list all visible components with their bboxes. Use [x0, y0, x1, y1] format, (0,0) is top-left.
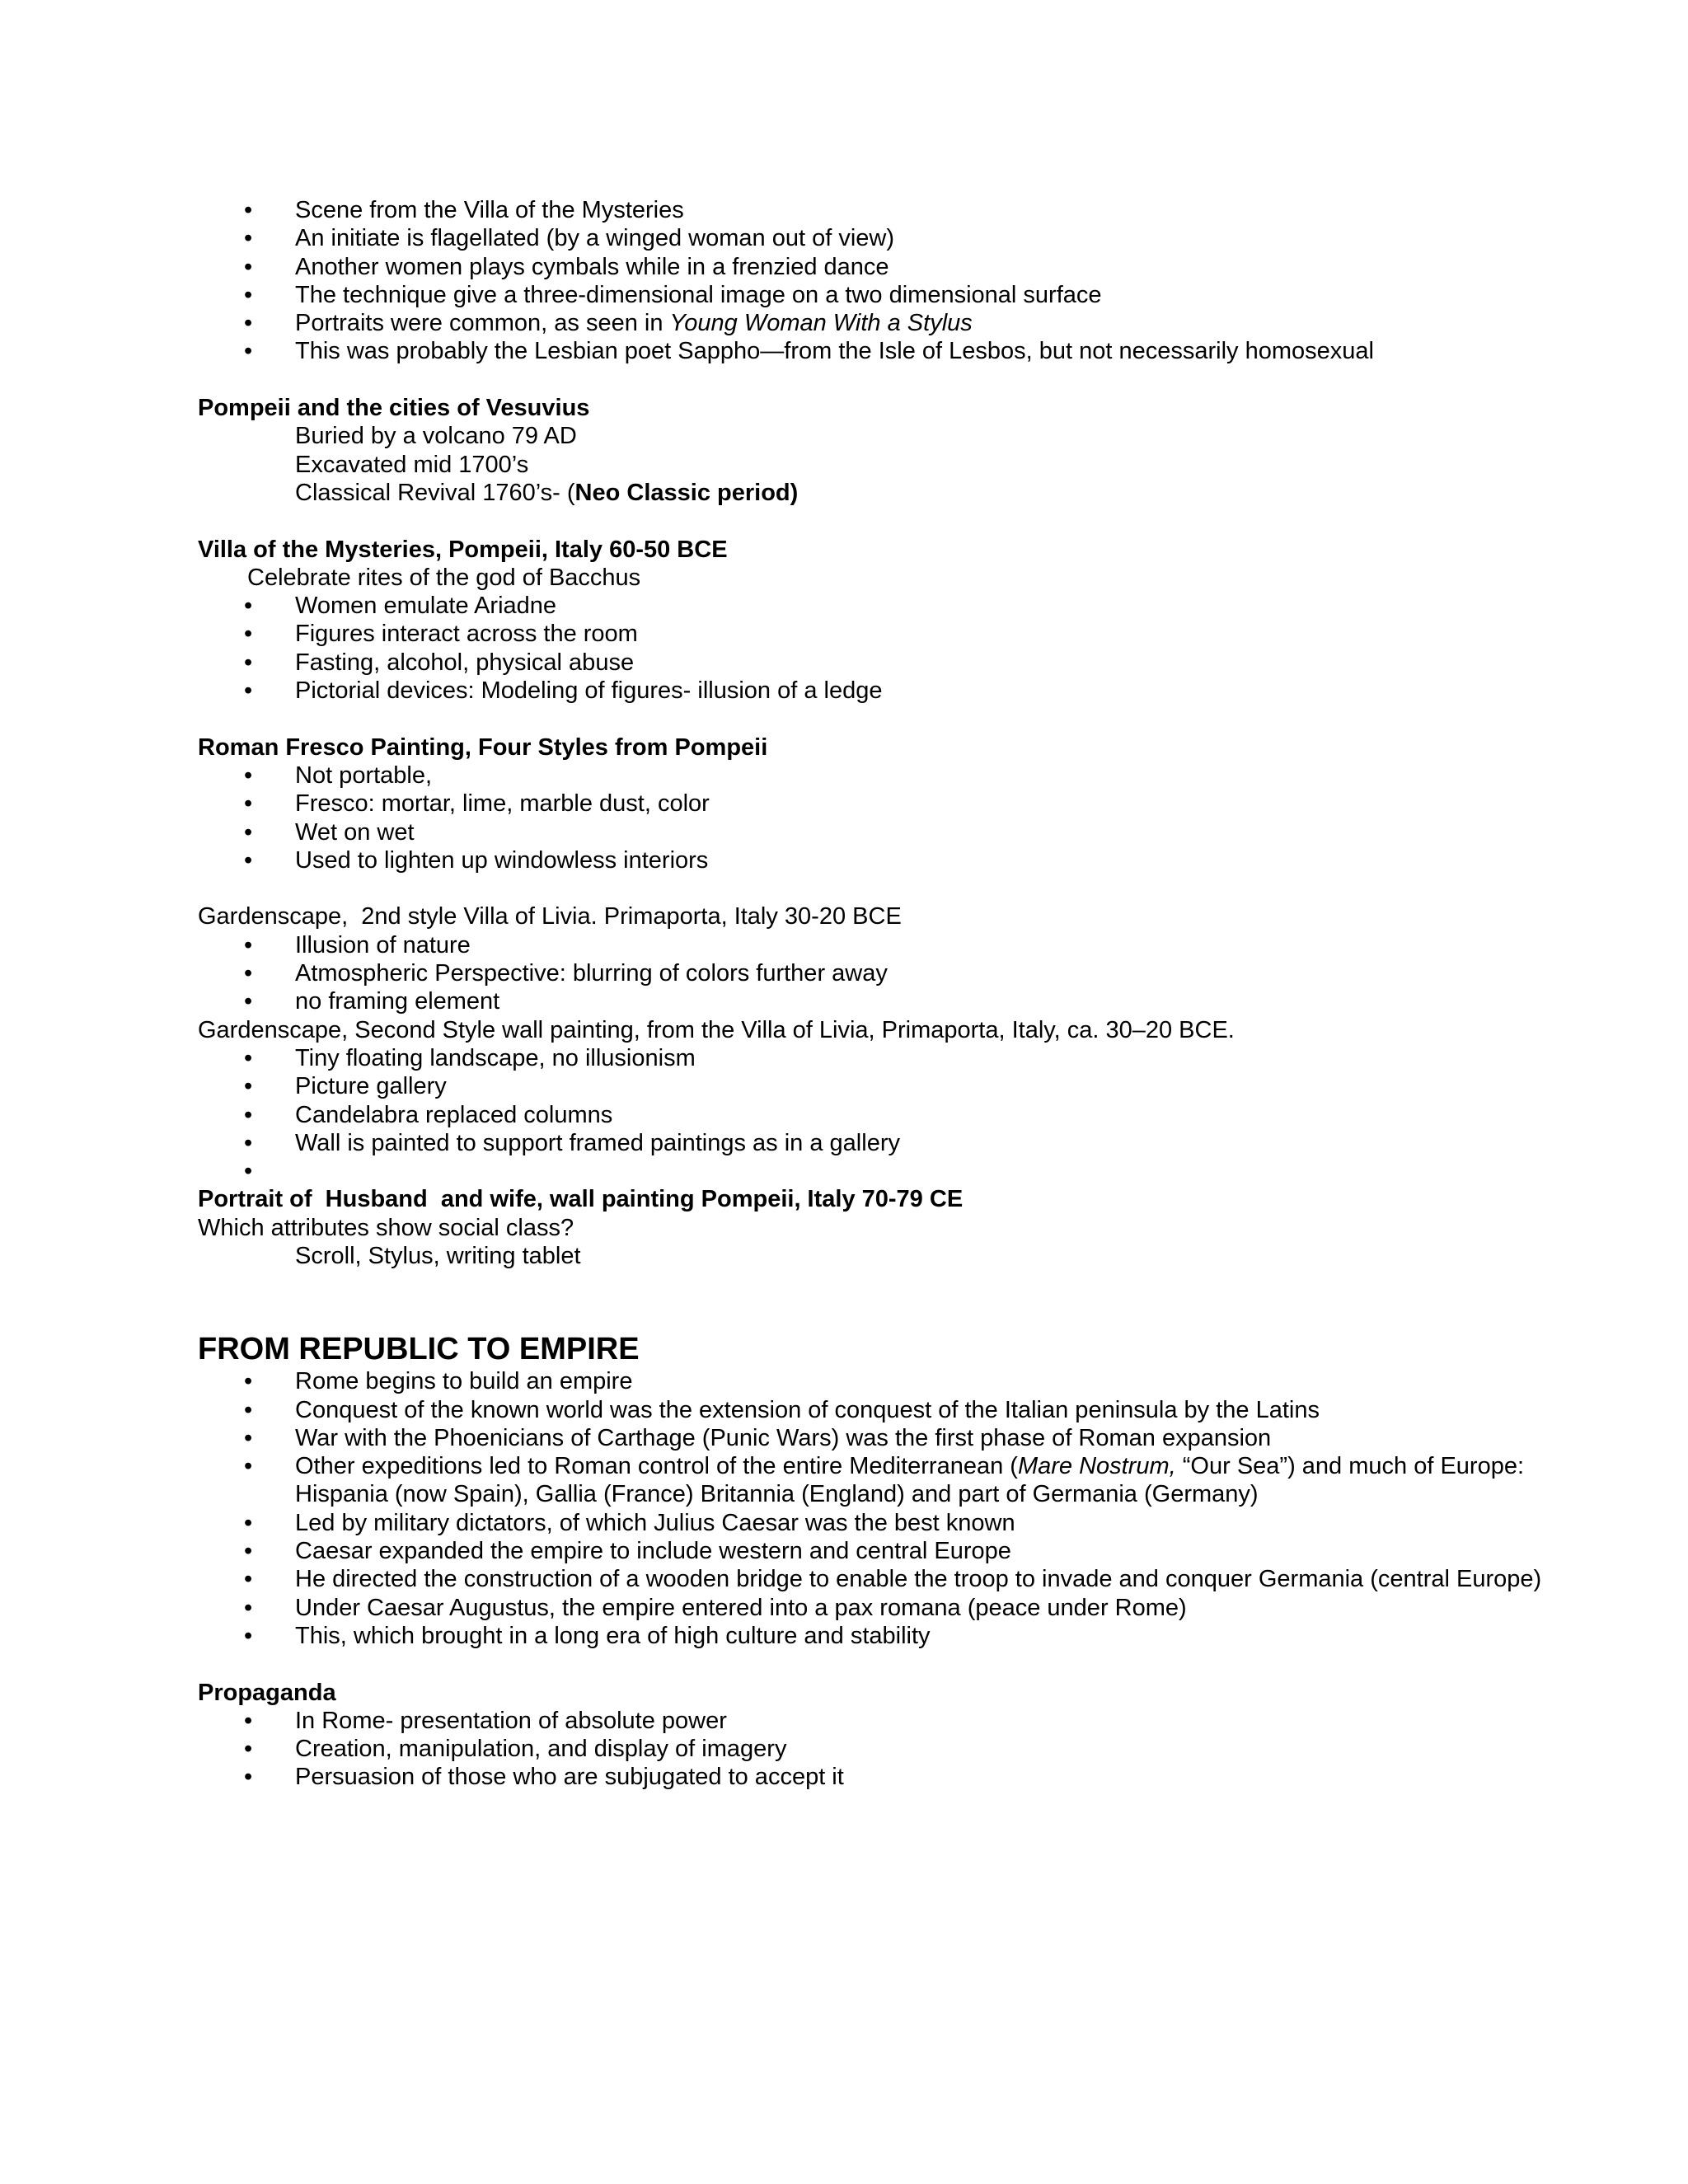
list-item-text: Portraits were common, as seen in — [295, 310, 670, 337]
list-item — [198, 790, 1550, 818]
section-heading-villa: Villa of the Mysteries, Pompeii, Italy 60-50 BCE — [198, 536, 728, 563]
list-item-text: This was probably the Lesbian poet Sappho—from the Isle of Lesbos, but not necessarily homosexual — [295, 338, 1374, 365]
text-line: Buried by a volcano 79 AD — [295, 423, 577, 450]
spacer — [198, 507, 1550, 535]
list-item — [198, 224, 1550, 252]
major-heading-republic-to-empire: FROM REPUBLIC TO EMPIRE — [198, 1332, 640, 1367]
bullet-marker: • — [244, 1736, 253, 1763]
list-item — [198, 1396, 1550, 1424]
list-item — [198, 677, 1550, 705]
list-item-text: Caesar expanded the empire to include western and central Europe — [295, 1538, 1011, 1565]
list-item-text: Figures interact across the room — [295, 621, 638, 648]
question-line: Which attributes show social class? — [198, 1214, 574, 1241]
list-item — [198, 253, 1550, 281]
list-item — [198, 987, 1550, 1015]
bullet-marker: • — [244, 1707, 253, 1734]
list-item — [198, 1735, 1550, 1763]
list-item-text: Fresco: mortar, lime, marble dust, color — [295, 790, 710, 818]
spacer — [198, 366, 1550, 394]
list-item — [198, 1452, 1550, 1509]
list-item-text: Pictorial devices: Modeling of figures- illusion of a ledge — [295, 677, 883, 705]
list-item — [198, 309, 1550, 337]
bullet-marker: • — [244, 931, 253, 958]
document-content — [198, 196, 1550, 1792]
list-item-text: This, which brought in a long era of high culture and stability — [295, 1622, 931, 1649]
bullet-marker: • — [244, 1158, 253, 1185]
bullet-marker: • — [244, 649, 253, 676]
bullet-marker: • — [244, 1396, 253, 1423]
bullet-marker: • — [244, 1594, 253, 1621]
list-item — [198, 649, 1550, 677]
list-item-text: Creation, manipulation, and display of imagery — [295, 1736, 787, 1763]
list-item-text: Other expeditions led to Roman control of the entire Mediterranean ( — [295, 1453, 1018, 1480]
list-item — [198, 1424, 1550, 1452]
text-line: Celebrate rites of the god of Bacchus — [247, 564, 641, 591]
bullet-marker: • — [244, 1622, 253, 1649]
text-line — [198, 479, 1550, 507]
list-item — [198, 1129, 1550, 1157]
list-item-text: Scene from the Villa of the Mysteries — [295, 197, 684, 223]
answer-line: Scroll, Stylus, writing tablet — [295, 1242, 581, 1269]
bullet-marker: • — [244, 1368, 253, 1395]
bullet-marker: • — [244, 1073, 253, 1100]
revival-text: Classical Revival 1760’s- ( — [295, 479, 575, 506]
bullet-marker: • — [244, 846, 253, 874]
list-item-text: He directed the construction of a wooden bridge to enable the troop to invade and conquer Germania (central Europe) — [295, 1566, 1542, 1593]
list-item — [198, 1367, 1550, 1395]
bullet-marker: • — [244, 1424, 253, 1451]
bullet-marker: • — [244, 790, 253, 818]
list-item — [198, 1072, 1550, 1100]
list-item — [198, 1537, 1550, 1565]
list-item — [198, 1509, 1550, 1537]
bullet-marker: • — [244, 310, 253, 337]
bullet-marker: • — [244, 253, 253, 280]
list-item-text: Not portable, — [295, 762, 433, 789]
list-item-text: Wall is painted to support framed paintings as in a gallery — [295, 1129, 900, 1156]
bullet-marker: • — [244, 1044, 253, 1071]
artwork-title: Young Woman With a Stylus — [669, 310, 973, 337]
list-item — [198, 1101, 1550, 1129]
list-item-text: Picture gallery — [295, 1073, 447, 1100]
list-item-text: Atmospheric Perspective: blurring of colors further away — [295, 960, 888, 987]
spacer — [198, 1270, 1550, 1306]
bullet-marker: • — [244, 1509, 253, 1536]
list-item — [198, 337, 1550, 365]
list-item-text: War with the Phoenicians of Carthage (Punic Wars) was the first phase of Roman expansion — [295, 1424, 1272, 1451]
list-item-text: Conquest of the known world was the extension of conquest of the Italian peninsula by the Latins — [295, 1396, 1320, 1423]
list-item — [198, 818, 1550, 846]
list-item — [198, 281, 1550, 309]
list-item-text: Another women plays cymbals while in a frenzied dance — [295, 253, 889, 280]
list-item-empty — [198, 1157, 1550, 1185]
list-item — [198, 1044, 1550, 1072]
spacer — [198, 874, 1550, 902]
list-item-text: Candelabra replaced columns — [295, 1101, 613, 1128]
section-heading-propaganda: Propaganda — [198, 1679, 336, 1706]
list-item — [198, 1622, 1550, 1650]
bullet-marker: • — [244, 621, 253, 648]
section-heading-gardenscape-second-style: Gardenscape, Second Style wall painting, from the Villa of Livia, Primaporta, Italy, ca. 30–20 BCE. — [198, 1016, 1235, 1043]
bullet-marker: • — [244, 1453, 253, 1480]
list-item-text: Led by military dictators, of which Julius Caesar was the best known — [295, 1509, 1015, 1536]
list-item — [198, 1763, 1550, 1791]
list-item-text: An initiate is flagellated (by a winged woman out of view) — [295, 225, 894, 252]
bullet-marker: • — [244, 1129, 253, 1156]
list-item-text: Persuasion of those who are subjugated to accept it — [295, 1764, 844, 1791]
list-item-text: Women emulate Ariadne — [295, 593, 557, 620]
bullet-marker: • — [244, 988, 253, 1015]
section-heading-fresco: Roman Fresco Painting, Four Styles from Pompeii — [198, 733, 768, 761]
list-item-text: Rome begins to build an empire — [295, 1368, 633, 1395]
list-item — [198, 959, 1550, 987]
spacer — [198, 705, 1550, 733]
bullet-marker: • — [244, 677, 253, 705]
list-item — [198, 1707, 1550, 1735]
list-item-text-continued: “Our Sea”) and much of Europe: Hispania (now Spain), Gallia (France) Britannia (England) and part of Germania (Germany) — [295, 1453, 1525, 1508]
list-item-text: The technique give a three-dimensional image on a two dimensional surface — [295, 281, 1102, 308]
section-heading-gardenscape: Gardenscape, 2nd style Villa of Livia. Primaporta, Italy 30-20 BCE — [198, 903, 902, 930]
list-item-text: Illusion of nature — [295, 931, 471, 958]
list-item-text: In Rome- presentation of absolute power — [295, 1707, 727, 1734]
list-item-text: Under Caesar Augustus, the empire entered into a pax romana (peace under Rome) — [295, 1594, 1187, 1621]
list-item — [198, 1594, 1550, 1622]
list-item — [198, 196, 1550, 224]
bullet-marker: • — [244, 1764, 253, 1791]
bullet-marker: • — [244, 197, 253, 223]
text-line: Excavated mid 1700’s — [295, 451, 529, 478]
bullet-marker: • — [244, 1538, 253, 1565]
bullet-marker: • — [244, 1566, 253, 1593]
bullet-marker: • — [244, 818, 253, 846]
bullet-marker: • — [244, 281, 253, 308]
bullet-marker: • — [244, 762, 253, 789]
list-item — [198, 762, 1550, 790]
list-item-text: Fasting, alcohol, physical abuse — [295, 649, 635, 676]
list-item-text: no framing element — [295, 988, 500, 1015]
section-heading-pompeii: Pompeii and the cities of Vesuvius — [198, 395, 590, 422]
spacer — [198, 1650, 1550, 1678]
list-item — [198, 620, 1550, 648]
section-heading-portrait: Portrait of Husband and wife, wall painting Pompeii, Italy 70-79 CE — [198, 1186, 964, 1213]
list-item-text: Used to lighten up windowless interiors — [295, 846, 709, 874]
bullet-marker: • — [244, 593, 253, 620]
list-item — [198, 931, 1550, 959]
latin-term: Mare Nostrum, — [1017, 1453, 1176, 1480]
list-item — [198, 592, 1550, 620]
list-item-text: Tiny floating landscape, no illusionism — [295, 1044, 696, 1071]
list-item-text: Wet on wet — [295, 818, 415, 846]
list-item — [198, 1565, 1550, 1593]
bullet-marker: • — [244, 225, 253, 252]
period-name: Neo Classic period) — [574, 479, 799, 506]
list-item — [198, 846, 1550, 874]
bullet-marker: • — [244, 1101, 253, 1128]
bullet-marker: • — [244, 960, 253, 987]
bullet-marker: • — [244, 338, 253, 365]
